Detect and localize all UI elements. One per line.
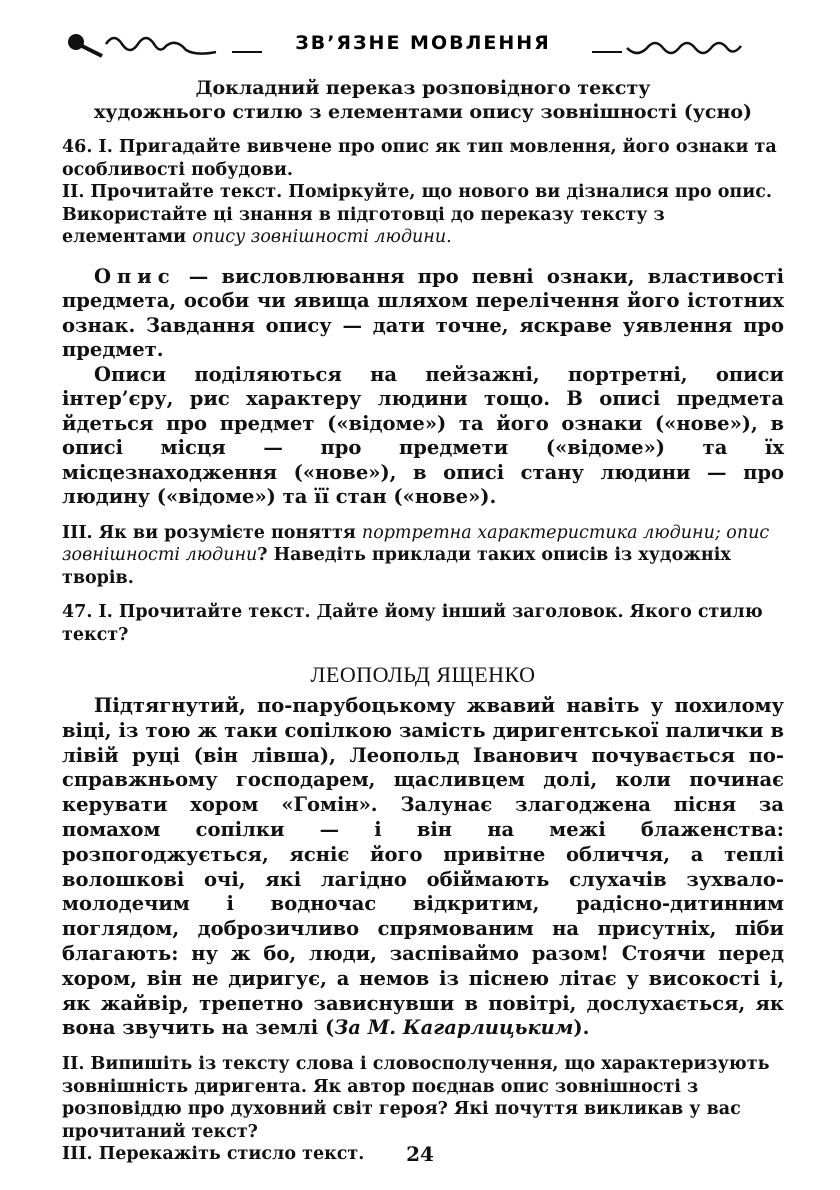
lesson-heading xyxy=(62,76,784,124)
exercise-47-part-1: 47. І. Прочитайте текст. Дайте йому інший заголовок. Якого стилю текст? xyxy=(62,602,763,645)
exercise-47-part-2: ІІ. Випишіть із тексту слова і словосполучення, що характеризують зовнішність диригента. Як автор поєднав опис зовнішності з розповіддю про духовний світ героя? Які почуття викликав у вас прочитаний текст? xyxy=(62,1054,770,1142)
section-banner xyxy=(62,22,784,66)
story-text: Підтягнутий, по-парубоцькому жвавий навіть у похилому віці, із тою ж таки сопілкою замість диригентської палички в лівій руці (він лівша), Леопольд Іванович почувається по-справжньому господарем, щасливцем долі, коли починає керувати хором «Гомін». Залунає злагоджена пісня за помахом сопілки — і він на межі блаженства: розпогоджується, ясніє його привітне обличчя, а теплі волошкові очі, які лагідно обіймають слухачів зухвало-молодечим і водночас відкритим, радісно-дитинним поглядом, доброзичливо спрямованим на присутніх, піби благають: ну ж бо, люди, заспіваймо разом! Стоячи перед хором, він не диригує, а немов із піснею літає у високості і, як жайвір, трепетно зависнувши в повітрі, дослухається, як вона звучить на землі (За М. Кагарлицьким). xyxy=(62,694,784,1040)
exercise-47-part-3: ІІІ. Перекажіть стисло текст. xyxy=(62,1144,365,1165)
heading-line-1: Докладний переказ розповідного тексту xyxy=(195,77,651,99)
paragraph-2: Описи поділяються на пейзажні, портретні, описи інтер’єру, рис характеру людини тощо. В описі предмета йдеться про предмет («відоме») та його ознаки («нове»), в описі місця — про предмети («відоме») та їх місцезнаходження («нове»), в описі стану людини — про людину («відоме») та її стан («нове»). xyxy=(62,362,784,508)
exercise-46-part-1: 46. І. Пригадайте вивчене про опис як тип мовлення, його ознаки та особливості побудови. xyxy=(62,137,777,180)
banner-title: ЗВ’ЯЗНЕ МОВЛЕННЯ xyxy=(62,32,784,54)
exercise-46-part-2: ІІ. Прочитайте текст. Поміркуйте, що нового ви дізналися про опис. Використайте ці знання в підготовці до переказу тексту з елементами опису зовнішності людини. xyxy=(62,182,772,247)
page xyxy=(62,22,784,1166)
page-number: 24 xyxy=(406,1142,434,1166)
heading-line-2: художнього стилю з елементами опису зовнішності (усно) xyxy=(93,101,753,123)
exercise-46-text xyxy=(62,265,784,510)
paragraph-1: Опис — висловлювання про певні ознаки, властивості предмета, особи чи явища шляхом перелічення його істотних ознак. Завдання опису — дати точне, яскраве уявлення про предмет. xyxy=(62,264,784,361)
story-title: ЛЕОПОЛЬД ЯЩЕНКО xyxy=(310,662,536,687)
exercise-46 xyxy=(62,136,784,249)
exercise-46-part-3: ІІІ. Як ви розумієте поняття портретна характеристика людини; опис зовнішності людини? Наведіть приклади таких описів із художніх творів. xyxy=(62,522,770,588)
story-attribution: За М. Кагарлицьким xyxy=(334,1016,574,1040)
exercise-47 xyxy=(62,601,784,646)
